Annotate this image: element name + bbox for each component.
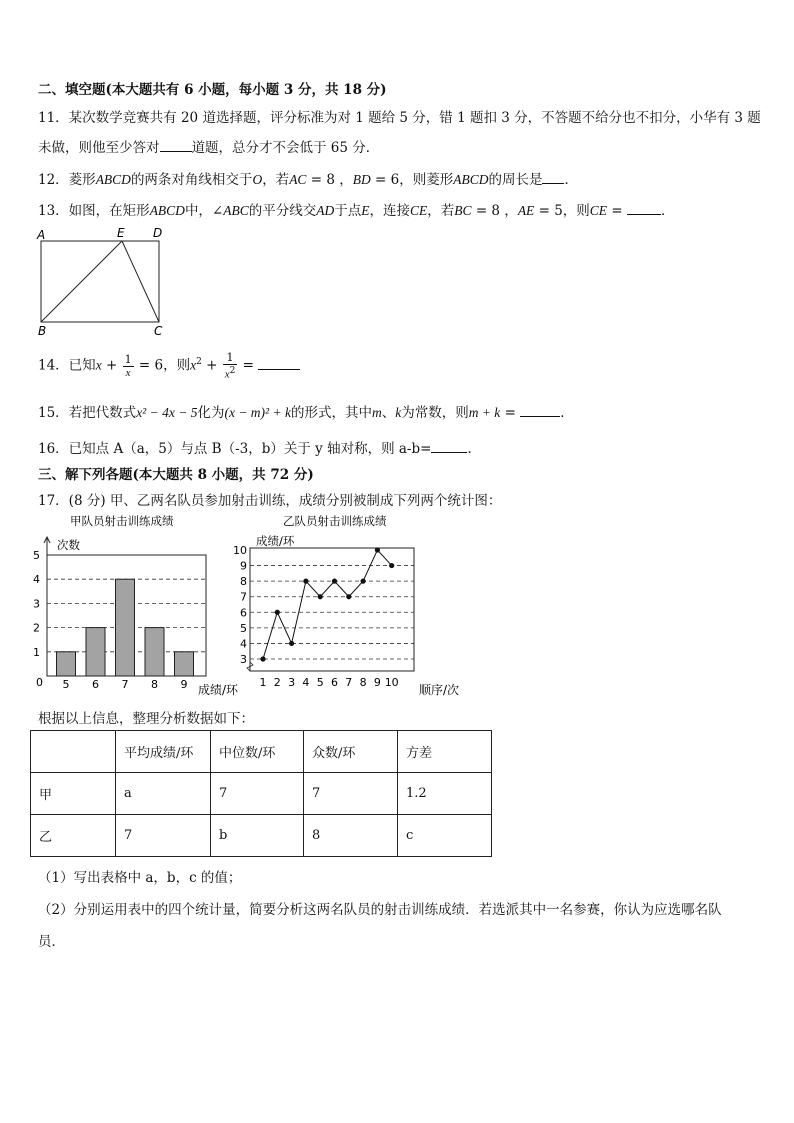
table-header-cell: 平均成绩/环: [116, 731, 211, 773]
data-point: [346, 594, 351, 599]
x-tick-label: 3: [288, 676, 296, 689]
y-tick-label: 5: [240, 621, 247, 635]
table-row: [31, 815, 492, 857]
table-cell: 乙: [31, 815, 116, 857]
fraction-1-over-x2: $\frac{1}{x^2}$: [224, 350, 236, 381]
x-axis-label: 顺序/次: [419, 683, 460, 697]
segment-ce: [122, 241, 159, 322]
y-tick-label: 3: [33, 597, 40, 611]
y-tick-label: 0: [36, 676, 43, 689]
q17-sub1: （1）写出表格中 a，b，c 的值；: [38, 870, 242, 886]
table-cell: a: [116, 773, 211, 815]
segment-be: [41, 241, 122, 322]
data-point: [361, 579, 366, 584]
data-point: [332, 579, 337, 584]
q13-answer-blank[interactable]: [627, 202, 661, 215]
table-header-cell: 方差: [398, 731, 492, 773]
table-cell: 8: [304, 815, 398, 857]
q13: 13．如图，在矩形ABCD中，∠ABC的平分线交AD于点E，连接CE，若BC = 8 ，AE = 5，则CE = ．: [38, 203, 675, 219]
x-tick-label: 7: [121, 678, 129, 691]
q17-sub2-line2: 员．: [38, 934, 65, 950]
data-point: [303, 579, 308, 584]
table-header-cell: 中位数/环: [211, 731, 304, 773]
q14-answer-blank[interactable]: [258, 357, 300, 370]
q17-sub2-line1: （2）分别运用表中的四个统计量，简要分析这两名队员的射击训练成绩．若选派其中一名参赛，你认为应选哪名队: [38, 902, 722, 918]
x-tick-label: 9: [373, 676, 381, 689]
label-b: B: [38, 324, 47, 338]
label-a: A: [37, 228, 46, 242]
x-tick-label: 8: [151, 678, 158, 691]
table-header-row: [31, 731, 492, 773]
table-cell: 7: [116, 815, 211, 857]
y-tick-label: 8: [240, 575, 247, 589]
x-tick-label: 9: [180, 678, 188, 691]
rectangle-abcd: [41, 241, 159, 322]
table-header-cell: [31, 731, 116, 773]
q16-answer-blank[interactable]: [431, 440, 467, 453]
table-cell: b: [211, 815, 304, 857]
q17-after-charts: 根据以上信息，整理分析数据如下：: [38, 711, 254, 727]
table-cell: c: [398, 815, 492, 857]
x-tick-label: 1: [259, 676, 267, 689]
x-tick-label: 6: [331, 676, 338, 689]
table-cell: 甲: [31, 773, 116, 815]
bar: [57, 652, 76, 676]
y-tick-label: 5: [33, 549, 40, 562]
q11-answer-blank[interactable]: [160, 139, 192, 152]
x-tick-label: 7: [345, 676, 353, 689]
y-tick-label: 6: [240, 606, 247, 620]
line-chart-yi: [228, 510, 478, 700]
x-tick-label: 5: [62, 678, 70, 691]
x-tick-label: 4: [302, 676, 310, 689]
x-tick-label: 6: [92, 678, 99, 691]
table-cell: 7: [304, 773, 398, 815]
y-tick-label: 7: [240, 590, 247, 604]
y-tick-label: 2: [33, 621, 40, 635]
data-point: [375, 547, 380, 552]
bar: [175, 652, 194, 676]
y-tick-label: 10: [233, 544, 247, 557]
label-e: E: [117, 226, 125, 240]
x-tick-label: 2: [273, 676, 281, 689]
series-line: [263, 550, 392, 659]
y-tick-label: 1: [33, 645, 40, 659]
q14: 14．已知x + $\frac{1}{x}$ = 6，则$x^2$ + $\frac{1}{x^2}$ =: [38, 349, 300, 381]
label-c: C: [154, 324, 163, 338]
table-cell: 7: [211, 773, 304, 815]
y-axis-label: 次数: [57, 538, 80, 552]
section3-title: 三、解下列各题(本大题共 8 小题，共 72 分): [38, 467, 314, 483]
q11-line2: 未做，则他至少答对 道题，总分才不会低于 65 分．: [38, 140, 380, 156]
y-axis-label: 成绩/环: [256, 534, 295, 548]
y-tick-label: 4: [240, 637, 247, 651]
chart-title: 甲队员射击训练成绩: [70, 514, 174, 528]
bar: [145, 628, 164, 676]
data-point: [289, 641, 294, 646]
x-tick-label: 10: [384, 676, 399, 689]
chart-title: 乙队员射击训练成绩: [283, 514, 387, 528]
rectangle-figure: [30, 224, 180, 340]
data-point: [389, 563, 394, 568]
q12: 12．菱形ABCD的两条对角线相交于O，若AC = 8 ，BD = 6，则菱形ABCD的周长是 ．: [38, 172, 578, 188]
q12-answer-blank[interactable]: [542, 171, 564, 184]
data-point: [318, 594, 323, 599]
table-header-cell: 众数/环: [304, 731, 398, 773]
fraction-1-over-x: $\frac{1}{x}$: [124, 352, 132, 379]
q15-answer-blank[interactable]: [520, 404, 560, 417]
bar: [116, 579, 135, 676]
bar-chart-jia: [30, 510, 239, 700]
table-cell: 1.2: [398, 773, 492, 815]
stats-table: [30, 730, 492, 857]
x-tick-label: 8: [359, 676, 367, 689]
table-row: [31, 773, 492, 815]
q16: 16．已知点 A（a，5）与点 B（-3，b）关于 y 轴对称，则 a-b= ．: [38, 441, 481, 457]
section2-title: 二、填空题(本大题共有 6 小题，每小题 3 分，共 18 分): [38, 82, 387, 98]
y-tick-label: 9: [240, 559, 247, 573]
q11-line1: 11．某次数学竞赛共有 20 道选择题，评分标准为对 1 题给 5 分，错 1 题扣 3 分，不答题不给分也不扣分，小华有 3 题: [38, 110, 761, 126]
x-tick-label: 5: [316, 676, 324, 689]
y-tick-label: 4: [33, 573, 40, 587]
data-point: [275, 610, 280, 615]
q15: 15．若把代数式x² − 4x − 5化为(x − m)² + k的形式，其中m、k为常数，则m + k = ．: [38, 405, 574, 421]
data-point: [260, 656, 265, 661]
x-axis-label: 成绩/环: [198, 683, 239, 697]
y-tick-label: 3: [240, 653, 247, 666]
label-d: D: [153, 226, 163, 240]
bar: [86, 628, 105, 676]
q17-text: 17．(8 分) 甲、乙两名队员参加射击训练，成绩分别被制成下列两个统计图：: [38, 493, 502, 509]
